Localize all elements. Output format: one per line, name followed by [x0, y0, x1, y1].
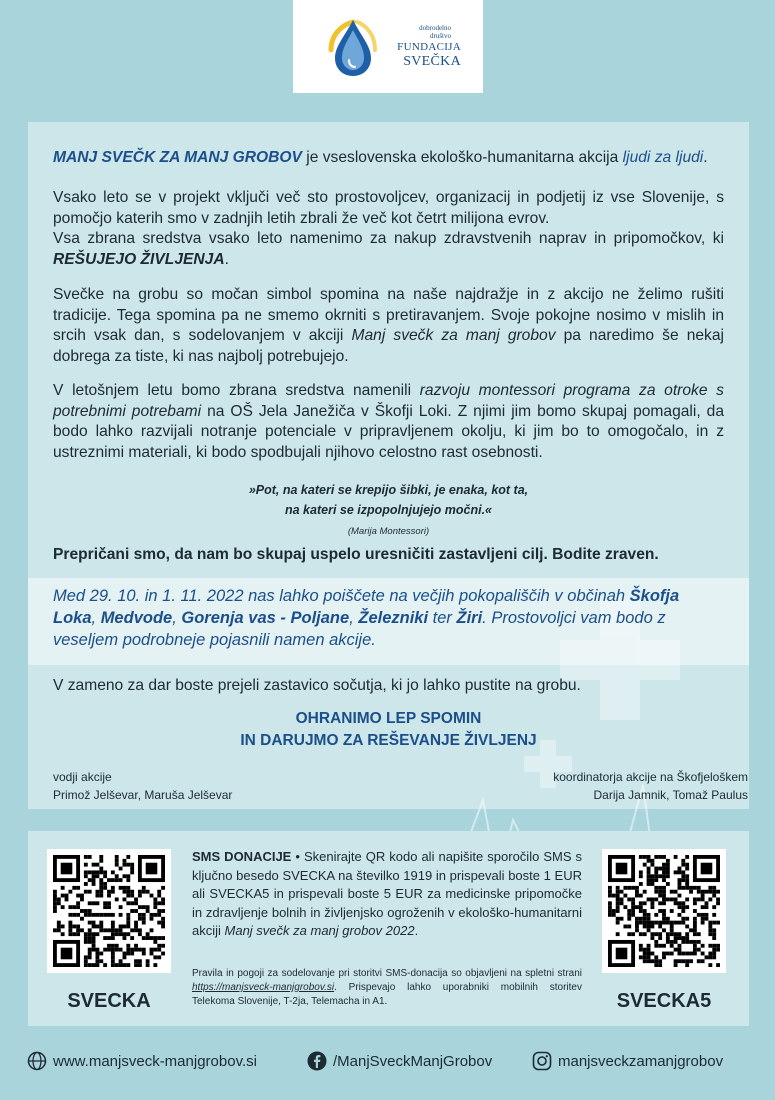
qr-code-svecka5[interactable]: [602, 849, 726, 973]
quote-author: (Marija Montessori): [347, 526, 430, 537]
footer-instagram[interactable]: manjsveckzamanjgrobov: [532, 1051, 723, 1071]
qr-label-svecka5: SVECKA5: [616, 990, 712, 1012]
logo-name-line1: FUNDACIJA: [397, 41, 461, 53]
logo-name-line2: SVEČKA: [403, 54, 461, 69]
event-info: Med 29. 10. in 1. 11. 2022 nas lahko poiščete na večjih pokopališčih v občinah Škofja Loka, Medvode, Gorenja vas - Poljane, Železniki ter Žiri. Prostovoljci vam bodo z veseljem podrobneje pojasnili namen akcije.: [53, 587, 680, 649]
facebook-icon: [307, 1051, 327, 1071]
footer-website[interactable]: www.manjsveck-manjgrobov.si: [27, 1051, 257, 1071]
logo-tagline: dobrodelno društvo: [419, 24, 451, 40]
paragraph-3: V letošnjem letu bomo zbrana sredstva namenili razvoju montessori programa za otroke s potrebnimi potrebami na OŠ Jela Janežiča v Škofji Loki. Z njimi jim bomo skupaj pomagali, da bodo lahko razvijali notranje potenciale v pripravljenem okolju, ki jim bo to omogočalo, in z ustreznimi materiali, ki bodo spodbujali njihovo celostno rast osebnosti.: [53, 382, 724, 461]
drop-logo-icon: [317, 10, 389, 82]
montessori-quote: »Pot, na kateri se krepijo šibki, je enaka, kot ta, na kateri se izpopolnjujejo močni.«: [248, 483, 529, 517]
organizers-left: vodji akcije Primož Jelševar, Maruša Jelševar: [53, 770, 233, 802]
qr-code-svecka[interactable]: [47, 849, 171, 973]
instagram-icon: [532, 1051, 552, 1071]
paragraph-2: Svečke na grobu so močan simbol spomina na naše najdražje in z akcijo ne želimo rušiti tradicije. Tega spomina pa ne smemo okrniti s pretiravanjem. Svoje pokojne nosimo v mislih in srcih vsak dan, s sodelovanjem v akciji Manj svečk za manj grobov pa naredimo še nekaj dobrega za tiste, ki nas najbolj potrebujejo.: [53, 286, 724, 365]
sms-terms-note: Pravila in pogoji za sodelovanje pri storitvi SMS-donacija so objavljeni na spletni strani https://manjsveck-manjgrobov.si. Prispevajo lahko uporabniki mobilnih storitev Telekoma Slovenije, T-2ja, Telemacha in A1.: [192, 968, 582, 1007]
sms-donation-text: SMS DONACIJE • Skenirajte QR kodo ali napišite sporočilo SMS s ključno besedo SVECKA na številko 1919 in prispevali boste 1 EUR ali SVECKA5 in prispevali boste 5 EUR za medicinske pripomočke in zdravljenje bolnih in življenjsko ogroženih v ekološko-humanitarni akciji Manj svečk za manj grobov 2022.: [192, 849, 582, 938]
intro-text: MANJ SVEČK ZA MANJ GROBOV je vseslovenska ekološko-humanitarna akcija ljudi za ljudi.: [53, 149, 708, 166]
terms-link[interactable]: https://manjsveck-manjgrobov.si: [192, 982, 335, 993]
organizers-right: koordinatorja akcije na Škofjeloškem Darija Jamnik, Tomaž Paulus: [553, 770, 748, 802]
logo: [293, 0, 483, 93]
footer-facebook[interactable]: /ManjSveckManjGrobov: [307, 1051, 492, 1071]
paragraph-1: Vsako leto se v projekt vključi več sto prostovoljcev, organizacij in podjetij iz vse Slovenije, s pomočjo katerih smo v zadnjih letih zbrali že več kot četrt milijona evrov. Vsa zbrana sredstva vsako leto namenimo za nakup zdravstvenih naprav in pripomočkov, ki REŠUJEJO ŽIVLJENJA.: [53, 189, 724, 268]
conviction-text: Prepričani smo, da nam bo skupaj uspelo uresničiti zastavljeni cilj. Bodite zraven.: [53, 546, 659, 563]
slogan: OHRANIMO LEP SPOMIN IN DARUJMO ZA REŠEVANJE ŽIVLJENJ: [240, 710, 537, 749]
qr-label-svecka: SVECKA: [67, 990, 151, 1012]
globe-icon: [27, 1051, 47, 1071]
gift-text: V zameno za dar boste prejeli zastavico sočutja, ki jo lahko pustite na grobu.: [53, 677, 581, 694]
